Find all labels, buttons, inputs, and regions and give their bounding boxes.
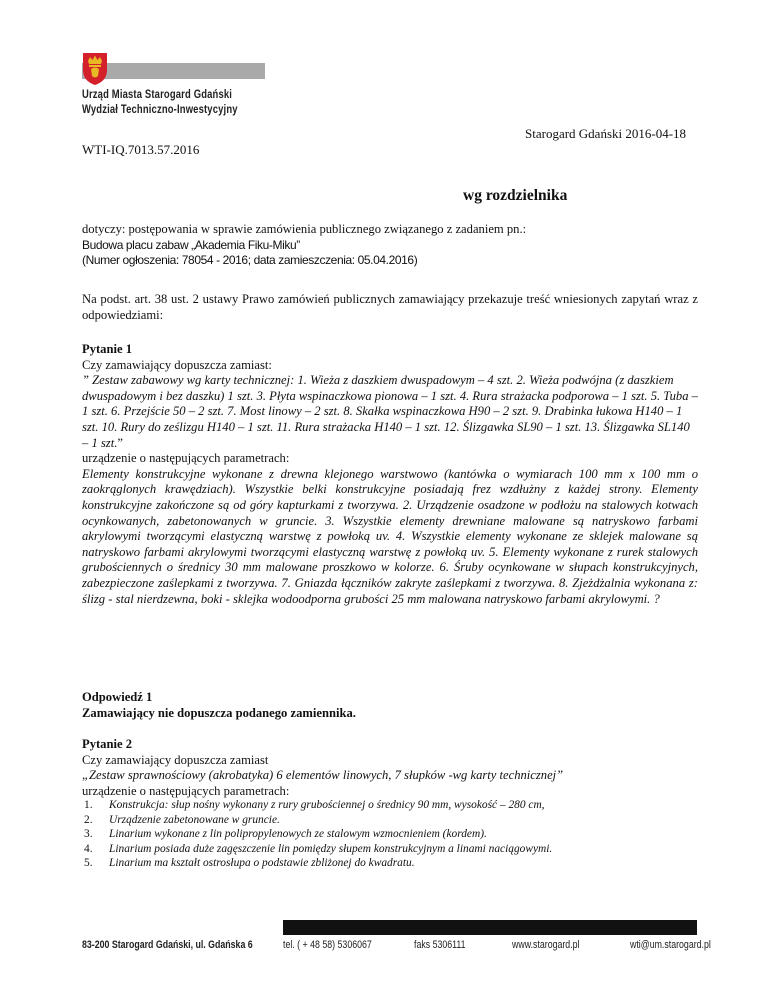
footer-website: www.starogard.pl — [512, 939, 580, 951]
footer-phone: tel. ( + 48 58) 5306067 — [283, 939, 372, 951]
office-name: Urząd Miasta Starogard Gdański — [82, 89, 233, 101]
list-item-number: 2. — [84, 813, 93, 826]
department-name: Wydział Techniczno-Inwestycyjny — [82, 104, 238, 116]
footer-bar — [283, 920, 697, 935]
list-item-text: Linarium ma kształt ostrosłupa o podstawie zbliżonej do kwadratu. — [109, 857, 415, 870]
question-1-lead: Czy zamawiający dopuszcza zamiast: — [82, 357, 272, 372]
list-item-text: Konstrukcja: słup nośny wykonany z rury grubościennej o średnicy 90 mm, wysokość – 280 cm, — [109, 799, 545, 811]
question-2-list — [82, 798, 698, 871]
intro-paragraph: Na podst. art. 38 ust. 2 ustawy Prawo zamówień publicznych zamawiający przekazuje treść wniesionych zapytań wraz z odpowiedziami: — [82, 292, 698, 322]
subject-line-1: dotyczy: postępowania w sprawie zamówienia publicznego związanego z zadaniem pn.: — [82, 222, 527, 236]
footer-email: wti@um.starogard.pl — [630, 939, 711, 951]
list-item-number: 4. — [84, 842, 93, 855]
question-1-quote-end: ” — [117, 435, 123, 450]
recipient: wg rozdzielnika — [463, 187, 568, 204]
question-2-lead: Czy zamawiający dopuszcza zamiast — [82, 752, 269, 767]
list-item-number: 1. — [84, 799, 93, 811]
date-line: Starogard Gdański 2016-04-18 — [525, 126, 687, 141]
question-2-title: Pytanie 2 — [82, 737, 133, 751]
list-item-text: Urządzenie zabetonowane w gruncie. — [109, 813, 280, 826]
list-item — [82, 798, 698, 813]
city-crest-icon — [82, 52, 108, 86]
question-1 — [82, 342, 698, 607]
question-2-quote: „Zestaw sprawnościowy (akrobatyka) 6 elementów linowych, 7 słupków -wg karty technicznej” — [82, 768, 564, 783]
question-1-title: Pytanie 1 — [82, 342, 133, 356]
question-1-params-lead: urządzenie o następujących parametrach: — [82, 451, 290, 466]
list-item — [82, 813, 698, 828]
question-1-params: Elementy konstrukcyjne wykonane z drewna klejonego warstwowo (kantówka o wymiarach 100 mm x 100 mm o zaokrąglonych krawędziach). Wszystkie belki konstrukcyjne posiadają frez wzdłużny z każdej strony. Elementy konstrukcyjne zakończone są od góry kapturkami z tworzywa. 2. Urządzenie osadzone w podłożu na stalowych kotwach ocynkowanych, zabetonowanych w gruncie. 3. Wszystkie elementy drewniane malowane są natryskowo farbami akrylowymi tworzącymi elastyczną warstwę z powłoką uv. 4. Wszystkie elementy wykonane ze sklejek malowane są natryskowo farbami akrylowymi tworzącymi elastyczną warstwę z powłoką uv. 5. Elementy wykonane z rurek stalowych grubościennych o średnicy 30 mm malowane proszkowo w kolorze. 6. Śruby ocynkowane w słupach konstrukcyjnych, zabezpieczone zaślepkami z tworzywa. 7. Gniazda łączników zakryte zaślepkami z tworzywa. 8. Zjeżdżalnia wykonana z: ślizg - stal nierdzewna, boki - sklejka wodoodporna grubości 25 mm malowana natryskowo farbami akrylowymi. ? — [82, 466, 698, 606]
subject-line-3: (Numer ogłoszenia: 78054 - 2016; data zamieszczenia: 05.04.2016) — [82, 253, 418, 268]
question-1-quote: ” Zestaw zabawowy wg karty technicznej: 1. Wieża z daszkiem dwuspadowym – 4 szt. 2. Wieża podwójna (z daszkiem dwuspadowym i bez daszku) 1 szt. 3. Płyta wspinaczkowa pionowa – 1 szt. 4. Rura strażacka podporowa – 1 szt. 5. Tuba – 1 szt. 6. Przejście 50 – 2 szt. 7. Most linowy – 2 szt. 8. Skałka wspinaczkowa H90 – 2 szt. 9. Drabinka łukowa H140 – 1 szt. 10. Rury do ześlizgu H140 – 1 szt. 11. Rura strażacka H140 – 1 szt. 12. Ślizgawka SL90 – 1 szt. 13. Ślizgawka SL140 – 1 szt. — [82, 373, 698, 450]
list-item — [82, 827, 698, 842]
subject-block — [82, 222, 698, 269]
list-item — [82, 856, 698, 871]
list-item-number: 5. — [84, 857, 93, 870]
footer-address: 83-200 Starogard Gdański, ul. Gdańska 6 — [82, 939, 253, 951]
list-item-text: Linarium wykonane z lin polipropylenowych ze stalowym wzmocnieniem (kordem). — [109, 828, 487, 841]
answer-1-text: Zamawiający nie dopuszcza podanego zamiennika. — [82, 705, 356, 720]
list-item — [82, 842, 698, 857]
reference-number: WTI-IQ.7013.57.2016 — [82, 142, 200, 157]
subject-line-2: Budowa placu zabaw „Akademia Fiku-Miku” — [82, 237, 300, 252]
footer-fax: faks 5306111 — [414, 939, 466, 951]
answer-1 — [82, 690, 698, 721]
list-item-text: Linarium posiada duże zagęszczenie lin pomiędzy słupem konstrukcyjnym a linami naciągowymi. — [109, 842, 553, 855]
question-2-params-lead: urządzenie o następujących parametrach: — [82, 783, 290, 798]
header-bar — [82, 63, 265, 79]
answer-1-title: Odpowiedź 1 — [82, 690, 153, 704]
question-2 — [82, 737, 698, 799]
list-item-number: 3. — [84, 828, 93, 841]
